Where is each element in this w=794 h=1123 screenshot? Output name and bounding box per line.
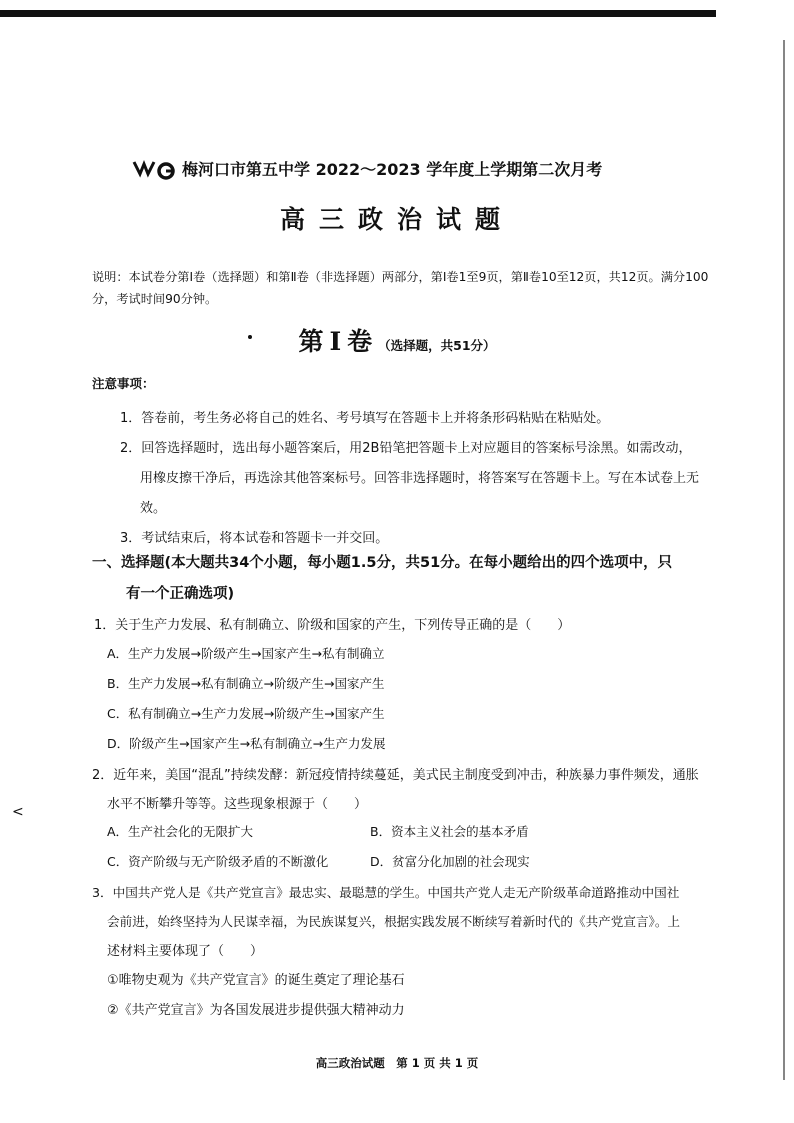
notes-title: 注意事项：	[92, 376, 155, 391]
school-title: 梅河口市第五中学 2022～2023 学年度上学期第二次月考	[182, 160, 603, 179]
question-1-option-b: B．生产力发展→私有制确立→阶级产生→国家产生	[107, 676, 385, 691]
volume-subtitle: （选择题，共51分）	[378, 338, 496, 353]
question-1-option-c: C．私有制确立→生产力发展→阶级产生→国家产生	[107, 706, 385, 721]
note-item-2-line3: 效。	[140, 501, 167, 516]
volume-title: 第Ⅰ卷	[298, 327, 379, 356]
question-3-item-2: ②《共产党宣言》为各国发展进步提供强大精神动力	[107, 1003, 405, 1018]
question-2-option-d: D．贫富分化加剧的社会现实	[370, 854, 530, 869]
section-title: 一、选择题(本大题共34个小题，每小题1.5分，共51分。在每小题给出的四个选项中，只	[92, 555, 673, 571]
school-header	[132, 157, 602, 180]
note-item-3: 3．考试结束后，将本试卷和答题卡一并交回。	[120, 531, 389, 546]
page-footer: 高三政治试题 第 1 页 共 1 页	[315, 1056, 479, 1070]
question-3-stem-line1: 3．中国共产党人是《共产党宣言》最忠实、最聪慧的学生。中国共产党人走无产阶级革命道路推动中国社	[92, 885, 680, 900]
note-item-2-line1: 2．回答选择题时，选出每小题答案后，用2B铅笔把答题卡上对应题目的答案标号涂黑。如需改动，	[120, 441, 692, 456]
exam-title: 高三政治试题	[279, 205, 514, 234]
question-3-item-1: ①唯物史观为《共产党宣言》的诞生奠定了理论基石	[107, 973, 405, 988]
note-item-1: 1．答卷前，考生务必将自己的姓名、考号填写在答题卡上并将条形码粘贴在粘贴处。	[120, 411, 610, 426]
question-1-stem: 1．关于生产力发展、私有制确立、阶级和国家的产生，下列传导正确的是（ ）	[94, 618, 571, 633]
question-2-stem-line2: 水平不断攀升等等。这些现象根源于（ ）	[107, 797, 368, 812]
volume-heading	[0, 322, 794, 358]
scan-right-edge	[783, 40, 785, 1080]
question-2-option-a: A．生产社会化的无限扩大	[107, 824, 254, 839]
exam-instructions: 说明：本试卷分第Ⅰ卷（选择题）和第Ⅱ卷（非选择题）两部分，第Ⅰ卷1至9页，第Ⅱ卷10至12页，共12页。满分100分，考试时间90分钟。	[92, 270, 709, 306]
scan-top-border	[0, 10, 716, 17]
scan-margin-mark: <	[12, 804, 24, 820]
note-item-2-line2: 用橡皮擦干净后，再选涂其他答案标号。回答非选择题时，将答案写在答题卡上。写在本试卷上无	[140, 471, 700, 486]
school-logo-icon	[132, 158, 176, 180]
question-2-stem-line1: 2．近年来，美国“混乱”持续发酵：新冠疫情持续蔓延，美式民主制度受到冲击，种族暴力事件频发，通胀	[92, 768, 699, 783]
question-2-option-c: C．资产阶级与无产阶级矛盾的不断激化	[107, 854, 329, 869]
question-2-option-b: B．资本主义社会的基本矛盾	[370, 824, 529, 839]
question-1-option-a: A．生产力发展→阶级产生→国家产生→私有制确立	[107, 646, 385, 661]
question-3-stem-line2: 会前进，始终坚持为人民谋幸福，为民族谋复兴，根据实践发展不断续写着新时代的《共产党宣言》。上	[107, 914, 681, 929]
question-3-stem-line3: 述材料主要体现了（ ）	[107, 944, 264, 959]
question-1-option-d: D．阶级产生→国家产生→私有制确立→生产力发展	[107, 736, 386, 751]
section-title-cont: 有一个正确选项)	[126, 586, 235, 602]
